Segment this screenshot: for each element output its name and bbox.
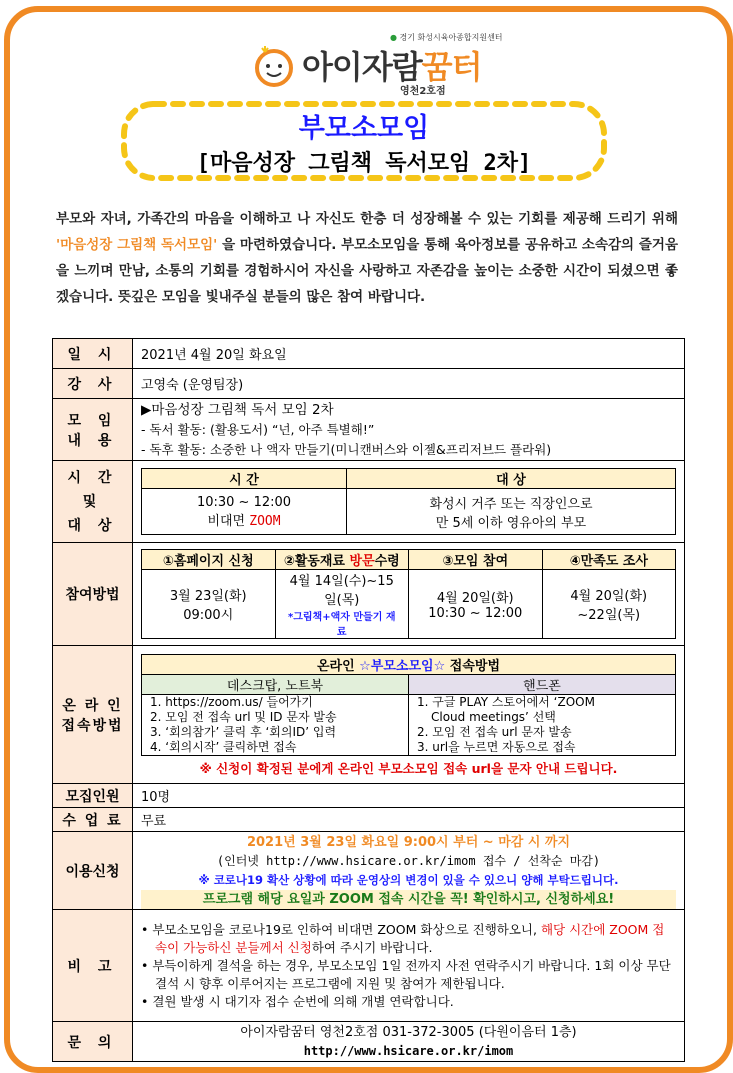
value-capacity: 10명	[133, 784, 685, 808]
row-capacity	[53, 784, 685, 808]
page-subtitle: [마음성장 그림책 독서모임 2차]	[196, 151, 532, 176]
label-date: 일 시	[53, 339, 133, 369]
value-lecturer: 고영숙 (운영팀장)	[133, 369, 685, 399]
row-method	[53, 543, 685, 646]
label-lecturer: 강 사	[53, 369, 133, 399]
row-date	[53, 339, 685, 369]
label-apply: 이용신청	[53, 832, 133, 910]
row-online	[53, 646, 685, 784]
intro-paragraph: 부모와 자녀, 가족간의 마음을 이해하고 나 자신도 한층 더 성장해볼 수 있는 기회를 제공해 드리기 위해 '마음성장 그림책 독서모임' 을 마련하였습니다. 부모소모임을 통해 육아정보를 공유하고 소속감의 즐거움을 느끼며 만남, 소통의 기회를 경험하시어 자신을 사랑하고 자존감을 높이는 소중한 시간이 되셨으면 좋겠습니다. 뜻깊은 모임을 빛내주실 분들의 많은 참여 바랍니다.	[56, 211, 678, 305]
row-lecturer	[53, 369, 685, 399]
label-method: 참여방법	[53, 543, 133, 646]
label-online: 온 라 인 접속방법	[53, 646, 133, 784]
row-content	[53, 399, 685, 461]
row-note: 비 고 • 부모소모임을 코로나19로 인하여 비대면 ZOOM 화상으로 진행하오니, 해당 시간에 ZOOM 접속이 가능하신 분들께서 신청하여 주시기 바랍니다. • 부득이하게 결석을 하는 경우, 부모소모임 1일 전까지 사전 연락주시기 바랍니다. 1회 이상 무단결석 시 향후 이루어지는 프로그램에 지원 및 참여가 제한됩니다. • 결원 발생 시 대기자 접수 순번에 의해 개별 연락합니다.	[53, 910, 685, 1022]
contact-link[interactable]: http://www.hsicare.or.kr/imom	[303, 1043, 514, 1058]
label-capacity: 모집인원	[53, 784, 133, 808]
value-fee: 무료	[133, 808, 685, 832]
label-contact: 문 의	[53, 1022, 133, 1062]
row-time	[53, 461, 685, 543]
label-time: 시 간 및 대 상	[53, 461, 133, 543]
label-note: 비 고	[53, 910, 133, 1022]
row-fee	[53, 808, 685, 832]
value-content: ▶마음성장 그림책 독서 모임 2차 - 독서 활동: (활용도서) “넌, 아주 특별해!” - 독후 활동: 소중한 나 액자 만들기(미니캔버스와 이젤&프리저브드 플라워)	[133, 399, 685, 461]
logo-brand: 아이자람꿈터	[302, 48, 482, 86]
logo	[250, 28, 510, 97]
online-notice: ※ 신청이 확정된 분에게 온라인 부모소모임 접속 url을 문자 안내 드립니다.	[199, 761, 618, 776]
time-subtable: 시 간 대 상 10:30 ~ 12:00 비대면 ZOOM 화성시 거주 또는 직장인으로 만 5세 이하 영유아의 부모	[141, 468, 676, 535]
row-apply: 이용신청 2021년 3월 23일 화요일 9:00시 부터 ~ 마감 시 까지 (인터넷 http://www.hsicare.or.kr/imom 접수 / 선착순 마감) ※ 코로나19 확산 상황에 따라 운영상의 변경이 있을 수 있으니 양해 부탁드립니다. 프로그램 해당 요일과 ZOOM 접속 시간을 꼭! 확인하시고, 신청하세요!	[53, 832, 685, 910]
online-subtable: 온라인 ☆부모소모임☆ 접속방법 데스크탑, 노트북 핸드폰 1. https://zoom.us/ 들어가기 2. 모임 전 접속 url 및 ID 문자 발송 3. ‘회의참가’ 클릭 후 ‘회의ID’ 입력 4. ‘회의시작’ 클릭하면 접속 1. 구글 PLAY 스토어에서 ‘ZOOM Cloud meetings’ 선택 2. 모임 전 접속 url 문자 발송 3. url을 누르면 자동으로 접속	[141, 654, 676, 756]
logo-center-name: ● 경기 화성시육아종합지원센터	[390, 33, 503, 42]
title-box	[118, 100, 610, 182]
label-fee: 수 업 료	[53, 808, 133, 832]
page-title: 부모소모임	[298, 113, 430, 144]
method-subtable: ①홈페이지 신청 ②활동재료 방문수령 ③모임 참여 ④만족도 조사 3월 23일(화) 09:00시 4월 14일(수)~15일(목) *그림책+액자 만들기 재료 4월 20일(화) 10:30 ~ 12:00 4월 20일(화) ~22일(목)	[141, 549, 676, 639]
label-content: 모 임 내 용	[53, 399, 133, 461]
row-contact: 문 의 아이자람꿈터 영천2호점 031-372-3005 (다원이음터 1층) http://www.hsicare.or.kr/imom	[53, 1022, 685, 1062]
smile-face-icon	[252, 42, 298, 88]
logo-branch: 영천2호점	[400, 86, 446, 97]
value-date: 2021년 4월 20일 화요일	[133, 339, 685, 369]
info-table	[52, 338, 685, 1062]
